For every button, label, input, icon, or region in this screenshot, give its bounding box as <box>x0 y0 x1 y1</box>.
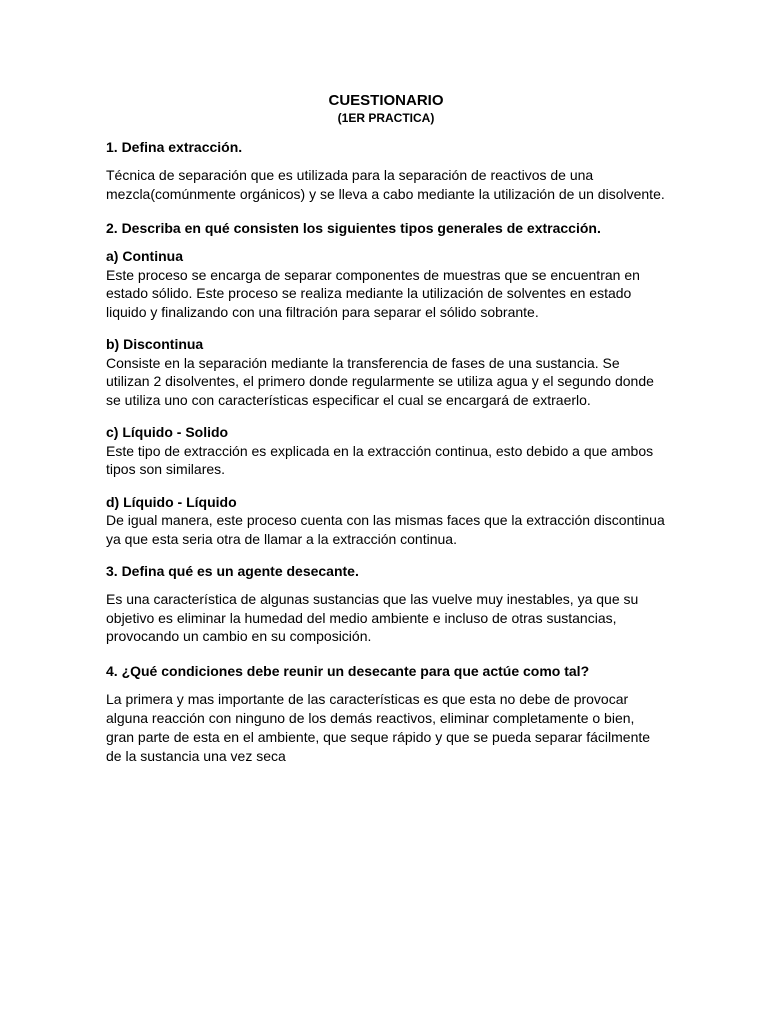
question-3: 3. Defina qué es un agente desecante. <box>106 563 359 579</box>
answer-1: Técnica de separación que es utilizada para la separación de reactivos de una mezcla(comúnmente orgánicos) y se lleva a cabo mediante la utilización de un disolvente. <box>106 167 665 202</box>
extraction-type-heading: c) Líquido - Solido <box>106 424 229 440</box>
question-1: 1. Defina extracción. <box>106 139 243 155</box>
document-title: CUESTIONARIO <box>328 92 444 109</box>
extraction-type-text: Consiste en la separación mediante la transferencia de fases de una sustancia. Se utilizan 2 disolventes, el primero donde regularmente se utiliza agua y el segundo donde se utiliza uno con características especificar el cual se encargará de extraerlo. <box>106 354 654 408</box>
extraction-type-heading: b) Discontinua <box>106 336 204 352</box>
extraction-type-text: Este proceso se encarga de separar componentes de muestras que se encuentran en estado sólido. Este proceso se realiza mediante la utilización de solventes en estado liquido y finalizando con una filtración para separar el sólido sobrante. <box>106 266 640 320</box>
extraction-type-a <box>106 247 666 321</box>
answer-4: La primera y mas importante de las características es que esta no debe de provocar alguna reacción con ninguno de los demás reactivos, eliminar completamente o bien, gran parte de esta en el ambiente, que seque rápido y que se pueda separar fácilmente de la sustancia una vez seca <box>106 690 651 764</box>
document-page <box>106 92 666 782</box>
extraction-type-c <box>106 423 666 479</box>
extraction-type-text: Este tipo de extracción es explicada en la extracción continua, esto debido a que ambos tipos son similares. <box>106 442 654 477</box>
extraction-type-heading: a) Continua <box>106 248 183 264</box>
extraction-type-b <box>106 335 666 409</box>
extraction-type-d <box>106 493 666 549</box>
extraction-type-text: De igual manera, este proceso cuenta con las mismas faces que la extracción discontinua ya que esta seria otra de llamar a la extracción continua. <box>106 512 665 547</box>
answer-3: Es una característica de algunas sustancias que las vuelve muy inestables, ya que su objetivo es eliminar la humedad del medio ambiente e incluso de otras sustancias, provocando un cambio en su composición. <box>106 591 639 644</box>
question-2: 2. Describa en qué consisten los siguientes tipos generales de extracción. <box>106 220 601 236</box>
question-4: 4. ¿Qué condiciones debe reunir un desecante para que actúe como tal? <box>106 662 590 679</box>
extraction-type-heading: d) Líquido - Líquido <box>106 493 237 510</box>
document-subtitle: (1ER PRACTICA) <box>337 111 435 125</box>
